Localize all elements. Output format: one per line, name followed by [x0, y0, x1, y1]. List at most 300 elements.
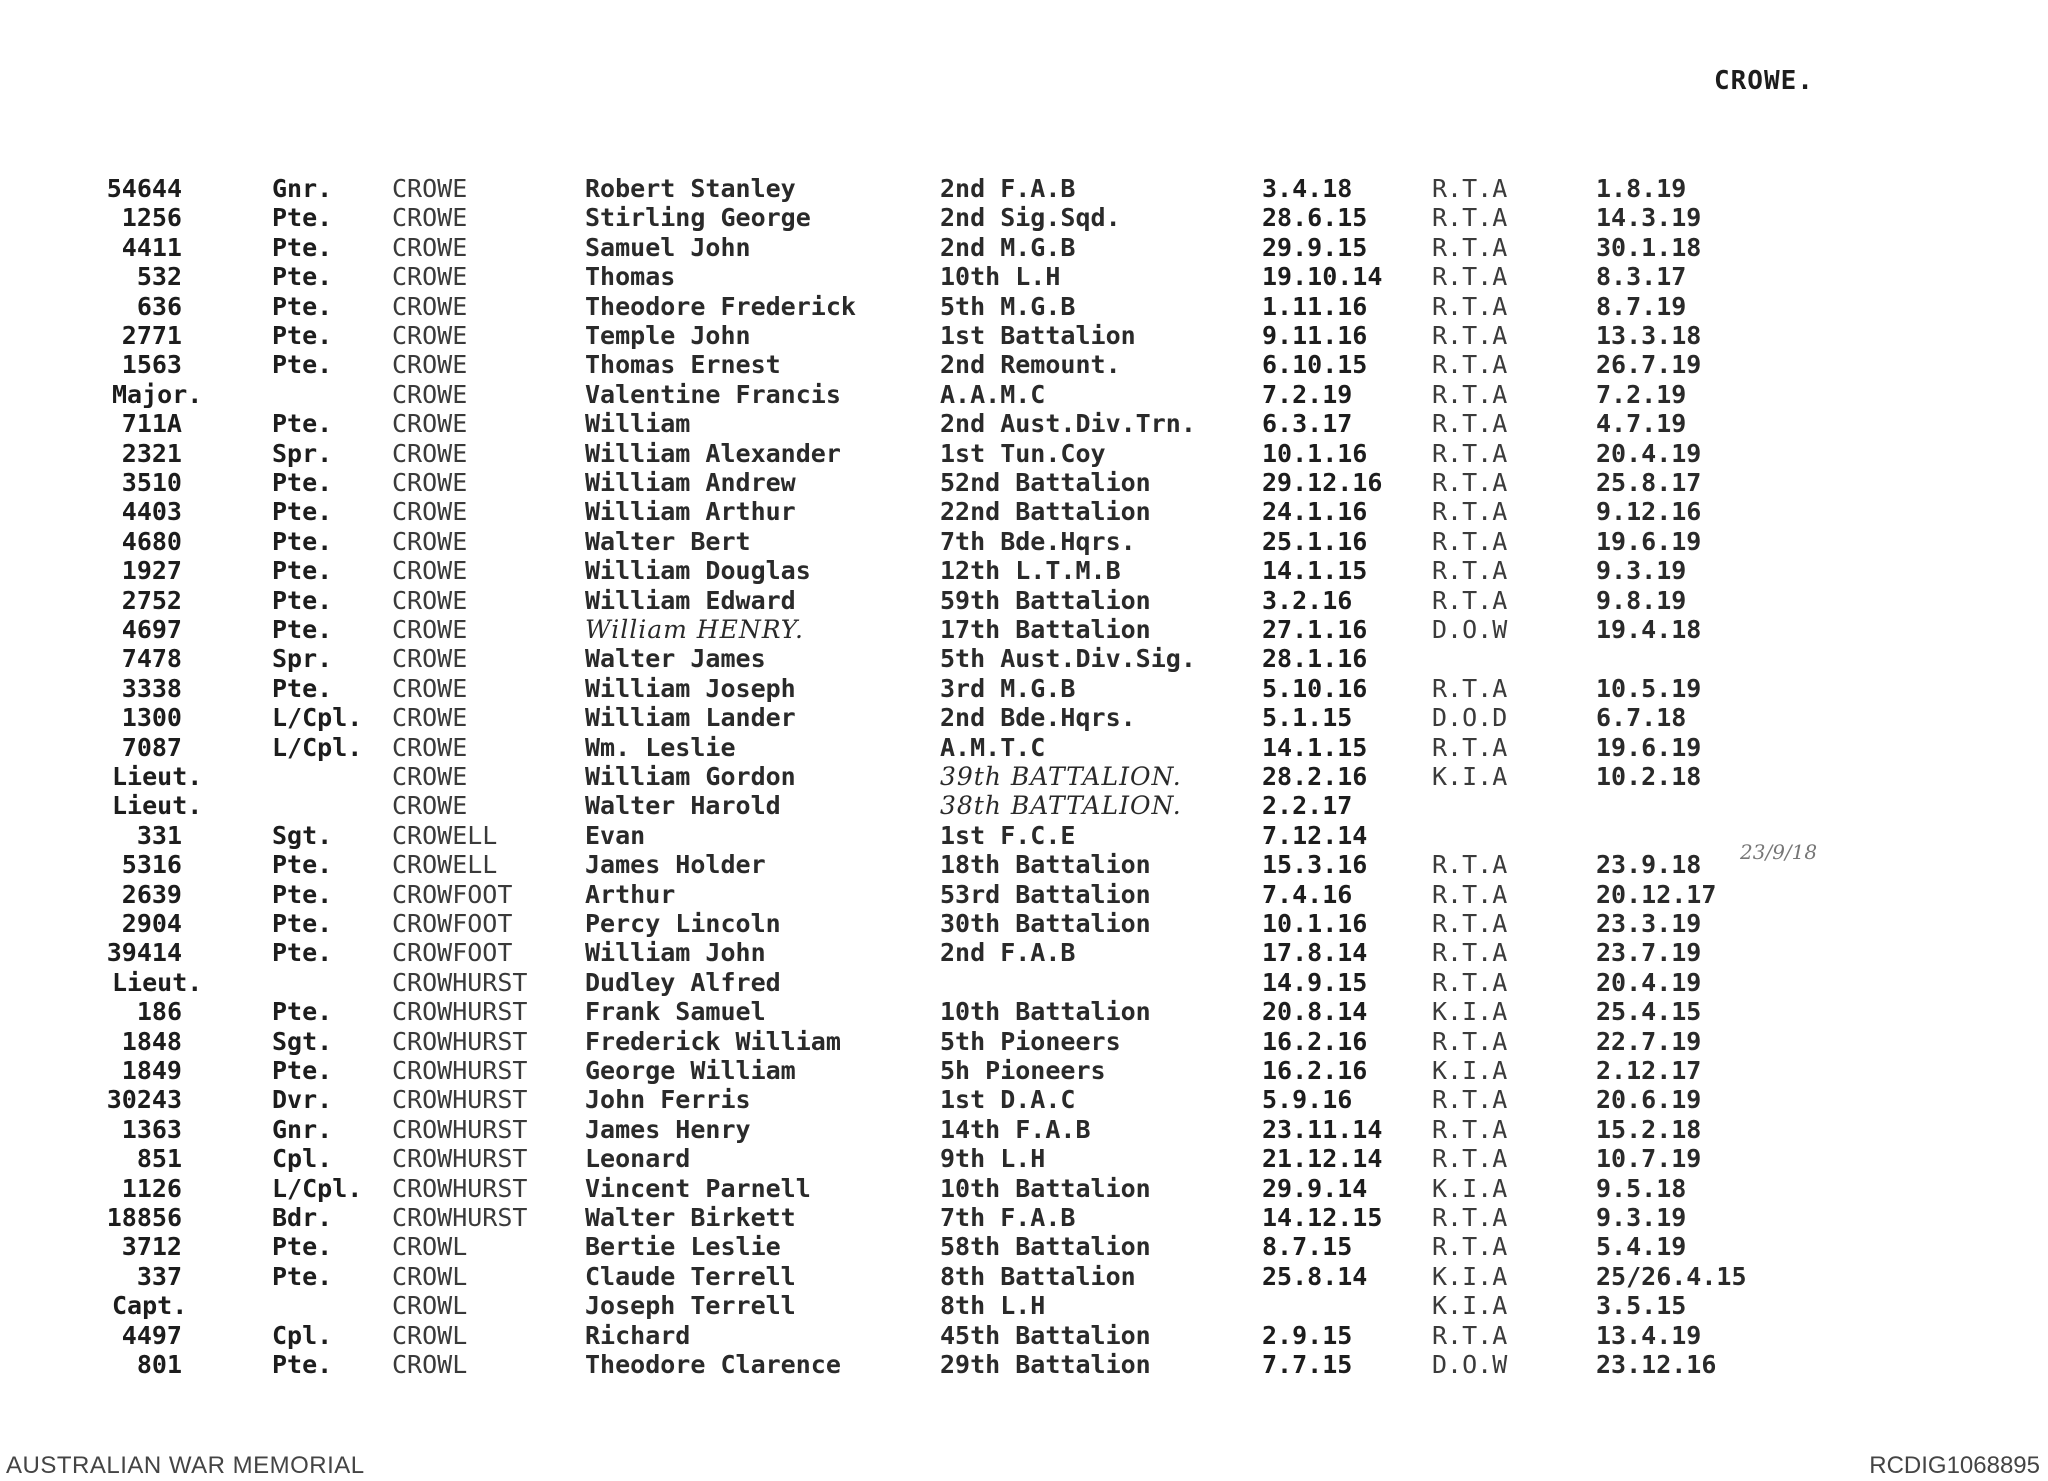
- roll-row: [0, 174, 2048, 204]
- return-date: 9.3.19: [1596, 556, 1687, 586]
- unit: 7th F.A.B: [940, 1203, 1076, 1232]
- service-number: 39414: [106, 938, 182, 968]
- surname: CROWL: [392, 1232, 468, 1262]
- enlistment-date: 29.9.15: [1262, 232, 1368, 262]
- given-names: Walter Bert: [585, 526, 751, 556]
- return-date: 8.3.17: [1596, 262, 1687, 292]
- fate: R.T.A: [1432, 468, 1508, 497]
- service-number: 2752: [121, 585, 182, 615]
- service-number: 801: [136, 1350, 182, 1379]
- unit: 12th L.T.M.B: [940, 556, 1121, 586]
- given-names: Wm. Leslie: [585, 732, 736, 762]
- enlistment-date: 3.4.18: [1262, 174, 1353, 203]
- roll-row: [0, 350, 2048, 380]
- service-number: 1363: [121, 1114, 182, 1144]
- unit: 17th Battalion: [940, 615, 1151, 644]
- unit: 2nd M.G.B: [940, 232, 1076, 262]
- service-number: 1848: [121, 1026, 182, 1056]
- unit: 2nd Bde.Hqrs.: [940, 703, 1136, 733]
- surname: CROWE: [392, 174, 468, 203]
- given-names: William Alexander: [585, 438, 841, 468]
- enlistment-date: 10.1.16: [1262, 909, 1368, 938]
- fate: R.T.A: [1432, 879, 1508, 909]
- rank: Sgt.: [272, 1026, 333, 1056]
- roll-row: [0, 938, 2048, 968]
- enlistment-date: 19.10.14: [1262, 262, 1383, 292]
- rank: L/Cpl.: [272, 732, 363, 762]
- unit: 9th L.H: [940, 1144, 1046, 1174]
- given-names: Samuel John: [585, 232, 751, 262]
- enlistment-date: 10.1.16: [1262, 438, 1368, 468]
- service-number: 3712: [121, 1232, 182, 1262]
- service-number: 1563: [121, 350, 182, 380]
- surname: CROWE: [392, 291, 468, 321]
- rank: Pte.: [272, 997, 333, 1027]
- unit: 39th BATTALION.: [940, 762, 1182, 791]
- rank: Pte.: [272, 1350, 333, 1379]
- given-names: Claude Terrell: [585, 1261, 796, 1291]
- roll-row: [0, 203, 2048, 233]
- return-date: 25.4.15: [1596, 997, 1702, 1027]
- fate: K.I.A: [1432, 1291, 1508, 1321]
- rank: L/Cpl.: [272, 703, 363, 733]
- given-names: Walter James: [585, 644, 766, 674]
- given-names: Dudley Alfred: [585, 967, 781, 997]
- unit: 2nd Sig.Sqd.: [940, 203, 1121, 233]
- given-names: William HENRY.: [585, 615, 805, 644]
- enlistment-date: 3.2.16: [1262, 585, 1353, 615]
- unit: 1st F.C.E: [940, 820, 1076, 850]
- fate: D.O.W: [1432, 615, 1508, 644]
- enlistment-date: 14.9.15: [1262, 967, 1368, 997]
- given-names: James Henry: [585, 1114, 751, 1144]
- fate: R.T.A: [1432, 526, 1508, 556]
- service-number: 337: [136, 1261, 182, 1291]
- enlistment-date: 7.2.19: [1262, 379, 1353, 409]
- fate: K.I.A: [1432, 1261, 1508, 1291]
- return-date: 19.4.18: [1596, 615, 1702, 644]
- given-names: John Ferris: [585, 1085, 751, 1115]
- given-names: Valentine Francis: [585, 379, 841, 409]
- service-number: 2639: [121, 879, 182, 909]
- roll-row: [0, 1056, 2048, 1086]
- given-names: William Edward: [585, 585, 796, 615]
- return-date: 10.5.19: [1596, 673, 1702, 703]
- given-names: Evan: [585, 820, 646, 850]
- surname: CROWHURST: [392, 1144, 528, 1174]
- service-number: 30243: [106, 1085, 182, 1115]
- fate: R.T.A: [1432, 1114, 1508, 1144]
- return-date: 13.3.18: [1596, 321, 1702, 350]
- document-id: RCDIG1068895: [1869, 1452, 2040, 1479]
- roll-row: [0, 1232, 2048, 1262]
- return-date: 10.7.19: [1596, 1144, 1702, 1174]
- enlistment-date: 14.1.15: [1262, 556, 1368, 586]
- given-names: Temple John: [585, 321, 751, 350]
- fate: K.I.A: [1432, 1056, 1508, 1085]
- enlistment-date: 5.1.15: [1262, 703, 1353, 733]
- service-number: 18856: [106, 1203, 182, 1232]
- roll-row: [0, 968, 2048, 998]
- return-date: 9.5.18: [1596, 1173, 1687, 1203]
- surname: CROWE: [392, 585, 468, 615]
- given-names: Thomas: [585, 262, 676, 292]
- given-names: Thomas Ernest: [585, 350, 781, 380]
- fate: R.T.A: [1432, 497, 1508, 527]
- unit: 5h Pioneers: [940, 1056, 1106, 1085]
- service-number: Lieut.: [112, 967, 203, 997]
- surname: CROWE: [392, 262, 468, 292]
- return-date: 5.4.19: [1596, 1232, 1687, 1262]
- fate: K.I.A: [1432, 997, 1508, 1027]
- roll-row: [0, 439, 2048, 469]
- return-date: 23.7.19: [1596, 938, 1702, 968]
- surname: CROWE: [392, 379, 468, 409]
- given-names: Walter Birkett: [585, 1203, 796, 1232]
- surname: CROWHURST: [392, 1026, 528, 1056]
- archive-watermark: AUSTRALIAN WAR MEMORIAL: [6, 1452, 365, 1479]
- surname: CROWHURST: [392, 1173, 528, 1203]
- fate: R.T.A: [1432, 409, 1508, 439]
- given-names: George William: [585, 1056, 796, 1085]
- roll-row: [0, 1027, 2048, 1057]
- fate: R.T.A: [1432, 967, 1508, 997]
- rank: Pte.: [272, 203, 333, 233]
- service-number: 2771: [121, 321, 182, 350]
- unit: 18th Battalion: [940, 850, 1151, 880]
- service-number: 3338: [121, 673, 182, 703]
- given-names: Theodore Clarence: [585, 1350, 841, 1379]
- roll-row: [0, 1350, 2048, 1380]
- fate: R.T.A: [1432, 1144, 1508, 1174]
- service-number: 1256: [121, 203, 182, 233]
- return-date: 25.8.17: [1596, 468, 1702, 497]
- rank: Dvr.: [272, 1085, 333, 1115]
- fate: R.T.A: [1432, 585, 1508, 615]
- rank: Cpl.: [272, 1144, 333, 1174]
- roll-row: [0, 527, 2048, 557]
- given-names: Bertie Leslie: [585, 1232, 781, 1262]
- unit: 2nd Aust.Div.Trn.: [940, 409, 1196, 439]
- surname: CROWE: [392, 468, 468, 497]
- enlistment-date: 24.1.16: [1262, 497, 1368, 527]
- enlistment-date: 28.6.15: [1262, 203, 1368, 233]
- roll-row: [0, 644, 2048, 674]
- enlistment-date: 9.11.16: [1262, 321, 1368, 350]
- roll-row: [0, 380, 2048, 410]
- service-number: 54644: [106, 174, 182, 203]
- service-number: 1300: [121, 703, 182, 733]
- enlistment-date: 17.8.14: [1262, 938, 1368, 968]
- unit: 52nd Battalion: [940, 468, 1151, 497]
- return-date: 25/26.4.15: [1596, 1261, 1747, 1291]
- unit: 10th L.H: [940, 262, 1061, 292]
- service-number: Major.: [112, 379, 203, 409]
- unit: A.M.T.C: [940, 732, 1046, 762]
- fate: R.T.A: [1432, 174, 1508, 203]
- service-number: 186: [136, 997, 182, 1027]
- surname: CROWFOOT: [392, 879, 513, 909]
- surname: CROWHURST: [392, 967, 528, 997]
- unit: 38th BATTALION.: [940, 791, 1182, 821]
- surname: CROWHURST: [392, 1114, 528, 1144]
- enlistment-date: 14.12.15: [1262, 1203, 1383, 1232]
- return-date: 20.4.19: [1596, 967, 1702, 997]
- return-date: 13.4.19: [1596, 1320, 1702, 1350]
- rank: Pte.: [272, 615, 333, 644]
- return-date: 4.7.19: [1596, 409, 1687, 439]
- service-number: 851: [136, 1144, 182, 1174]
- rank: Pte.: [272, 468, 333, 497]
- rank: Spr.: [272, 438, 333, 468]
- unit: 8th L.H: [940, 1291, 1046, 1321]
- surname: CROWE: [392, 673, 468, 703]
- unit: 14th F.A.B: [940, 1114, 1091, 1144]
- rank: Pte.: [272, 350, 333, 380]
- rank: Pte.: [272, 291, 333, 321]
- given-names: Robert Stanley: [585, 174, 796, 203]
- given-names: Leonard: [585, 1144, 691, 1174]
- surname: CROWE: [392, 350, 468, 380]
- enlistment-date: 20.8.14: [1262, 997, 1368, 1027]
- unit: 29th Battalion: [940, 1350, 1151, 1379]
- roll-row: [0, 909, 2048, 939]
- return-date: 14.3.19: [1596, 203, 1702, 233]
- roll-row: [0, 1085, 2048, 1115]
- roll-row: [0, 880, 2048, 910]
- fate: K.I.A: [1432, 1173, 1508, 1203]
- surname: CROWE: [392, 615, 468, 644]
- service-number: 7478: [121, 644, 182, 674]
- enlistment-date: 21.12.14: [1262, 1144, 1383, 1174]
- return-date: 9.3.19: [1596, 1203, 1687, 1232]
- service-number: 4680: [121, 526, 182, 556]
- unit: 5th Pioneers: [940, 1026, 1121, 1056]
- rank: Pte.: [272, 321, 333, 350]
- roll-row: [0, 556, 2048, 586]
- surname: CROWELL: [392, 850, 498, 880]
- rank: Pte.: [272, 879, 333, 909]
- roll-row: [0, 1174, 2048, 1204]
- rank: Bdr.: [272, 1203, 333, 1232]
- fate: R.T.A: [1432, 438, 1508, 468]
- rank: Cpl.: [272, 1320, 333, 1350]
- service-number: 4411: [121, 232, 182, 262]
- enlistment-date: 1.11.16: [1262, 291, 1368, 321]
- service-number: 532: [136, 262, 182, 292]
- enlistment-date: 28.1.16: [1262, 644, 1368, 674]
- unit: 8th Battalion: [940, 1261, 1136, 1291]
- enlistment-date: 25.1.16: [1262, 526, 1368, 556]
- rank: Pte.: [272, 938, 333, 968]
- unit: 1st Tun.Coy: [940, 438, 1106, 468]
- roll-row: [0, 497, 2048, 527]
- rank: Pte.: [272, 1232, 333, 1262]
- roll-row: [0, 703, 2048, 733]
- surname: CROWE: [392, 644, 468, 674]
- unit: 53rd Battalion: [940, 879, 1151, 909]
- enlistment-date: 25.8.14: [1262, 1261, 1368, 1291]
- return-date: 2.12.17: [1596, 1056, 1702, 1085]
- rank: L/Cpl.: [272, 1173, 363, 1203]
- unit: 1st D.A.C: [940, 1085, 1076, 1115]
- enlistment-date: 16.2.16: [1262, 1026, 1368, 1056]
- enlistment-date: 2.2.17: [1262, 791, 1353, 821]
- roll-row: [0, 262, 2048, 292]
- return-date: 3.5.15: [1596, 1291, 1687, 1321]
- enlistment-date: 29.9.14: [1262, 1173, 1368, 1203]
- service-number: Lieut.: [112, 762, 203, 791]
- enlistment-date: 8.7.15: [1262, 1232, 1353, 1262]
- given-names: William: [585, 409, 691, 439]
- service-number: Lieut.: [112, 791, 203, 821]
- rank: Pte.: [272, 232, 333, 262]
- enlistment-date: 27.1.16: [1262, 615, 1368, 644]
- fate: R.T.A: [1432, 291, 1508, 321]
- service-number: 5316: [121, 850, 182, 880]
- enlistment-date: 7.12.14: [1262, 820, 1368, 850]
- enlistment-date: 16.2.16: [1262, 1056, 1368, 1085]
- service-number: 711A: [121, 409, 182, 439]
- unit: 2nd Remount.: [940, 350, 1121, 380]
- unit: 58th Battalion: [940, 1232, 1151, 1262]
- fate: R.T.A: [1432, 321, 1508, 350]
- roll-row: [0, 409, 2048, 439]
- given-names: Frank Samuel: [585, 997, 766, 1027]
- surname: CROWE: [392, 791, 468, 821]
- return-date: 15.2.18: [1596, 1114, 1702, 1144]
- rank: Sgt.: [272, 820, 333, 850]
- rank: Gnr.: [272, 1114, 333, 1144]
- roll-row: [0, 1321, 2048, 1351]
- fate: R.T.A: [1432, 556, 1508, 586]
- surname-heading: CROWE.: [1714, 66, 1814, 96]
- surname: CROWE: [392, 232, 468, 262]
- roll-row: [0, 762, 2048, 792]
- service-number: 4403: [121, 497, 182, 527]
- fate: R.T.A: [1432, 909, 1508, 938]
- fate: R.T.A: [1432, 379, 1508, 409]
- surname: CROWELL: [392, 820, 498, 850]
- given-names: Vincent Parnell: [585, 1173, 811, 1203]
- return-date: 30.1.18: [1596, 232, 1702, 262]
- return-date: 10.2.18: [1596, 762, 1702, 791]
- surname: CROWE: [392, 556, 468, 586]
- surname: CROWFOOT: [392, 938, 513, 968]
- fate: D.O.D: [1432, 703, 1508, 733]
- rank: Pte.: [272, 1056, 333, 1085]
- return-date: 26.7.19: [1596, 350, 1702, 380]
- fate: R.T.A: [1432, 938, 1508, 968]
- rank: Spr.: [272, 644, 333, 674]
- surname: CROWL: [392, 1261, 468, 1291]
- fate: R.T.A: [1432, 732, 1508, 762]
- return-date: 7.2.19: [1596, 379, 1687, 409]
- return-date: 20.12.17: [1596, 879, 1717, 909]
- surname: CROWE: [392, 321, 468, 350]
- return-date: 20.6.19: [1596, 1085, 1702, 1115]
- surname: CROWL: [392, 1320, 468, 1350]
- rank: Pte.: [272, 497, 333, 527]
- unit: A.A.M.C: [940, 379, 1046, 409]
- rank: Pte.: [272, 526, 333, 556]
- rank: Gnr.: [272, 174, 333, 203]
- given-names: Theodore Frederick: [585, 291, 856, 321]
- surname: CROWE: [392, 409, 468, 439]
- rank: Pte.: [272, 850, 333, 880]
- surname: CROWE: [392, 438, 468, 468]
- service-number: 2904: [121, 909, 182, 938]
- roll-row: [0, 1262, 2048, 1292]
- given-names: Frederick William: [585, 1026, 841, 1056]
- enlistment-date: 23.11.14: [1262, 1114, 1383, 1144]
- return-date: 23.12.16: [1596, 1350, 1717, 1379]
- roll-row: [0, 586, 2048, 616]
- enlistment-date: 15.3.16: [1262, 850, 1368, 880]
- surname: CROWE: [392, 526, 468, 556]
- enlistment-date: 14.1.15: [1262, 732, 1368, 762]
- unit: 5th Aust.Div.Sig.: [940, 644, 1196, 674]
- roll-row: [0, 615, 2048, 645]
- rank: Pte.: [272, 409, 333, 439]
- fate: R.T.A: [1432, 673, 1508, 703]
- surname: CROWL: [392, 1350, 468, 1379]
- service-number: 331: [136, 820, 182, 850]
- service-number: 7087: [121, 732, 182, 762]
- rank: Pte.: [272, 1261, 333, 1291]
- enlistment-date: 29.12.16: [1262, 468, 1383, 497]
- roll-row: [0, 468, 2048, 498]
- surname: CROWE: [392, 497, 468, 527]
- given-names: Stirling George: [585, 203, 811, 233]
- surname: CROWE: [392, 203, 468, 233]
- roll-row: [0, 674, 2048, 704]
- fate: R.T.A: [1432, 262, 1508, 292]
- handwritten-margin-note: 23/9/18: [1740, 840, 1818, 864]
- given-names: William John: [585, 938, 766, 968]
- surname: CROWE: [392, 762, 468, 791]
- fate: R.T.A: [1432, 350, 1508, 380]
- surname: CROWE: [392, 732, 468, 762]
- service-number: 636: [136, 291, 182, 321]
- given-names: William Gordon: [585, 762, 796, 791]
- surname: CROWL: [392, 1291, 468, 1321]
- surname: CROWE: [392, 703, 468, 733]
- service-number: 4697: [121, 615, 182, 644]
- enlistment-date: 2.9.15: [1262, 1320, 1353, 1350]
- given-names: Walter Harold: [585, 791, 781, 821]
- enlistment-date: 28.2.16: [1262, 762, 1368, 791]
- enlistment-date: 6.3.17: [1262, 409, 1353, 439]
- fate: R.T.A: [1432, 1320, 1508, 1350]
- unit: 2nd F.A.B: [940, 938, 1076, 968]
- rank: Pte.: [272, 909, 333, 938]
- given-names: Arthur: [585, 879, 676, 909]
- given-names: William Arthur: [585, 497, 796, 527]
- surname: CROWFOOT: [392, 909, 513, 938]
- given-names: Joseph Terrell: [585, 1291, 796, 1321]
- fate: R.T.A: [1432, 203, 1508, 233]
- roll-row: [0, 791, 2048, 821]
- given-names: William Lander: [585, 703, 796, 733]
- given-names: William Andrew: [585, 468, 796, 497]
- service-number: Capt.: [112, 1291, 188, 1321]
- enlistment-date: 5.9.16: [1262, 1085, 1353, 1115]
- enlistment-date: 7.7.15: [1262, 1350, 1353, 1379]
- enlistment-date: 5.10.16: [1262, 673, 1368, 703]
- unit: 5th M.G.B: [940, 291, 1076, 321]
- rank: Pte.: [272, 556, 333, 586]
